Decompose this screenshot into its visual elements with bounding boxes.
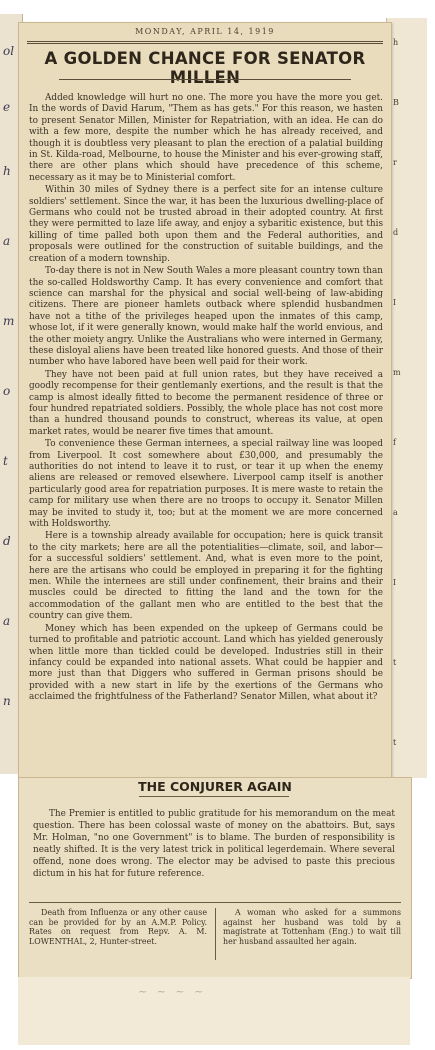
top-rule-double (27, 43, 383, 44)
article-body (29, 93, 383, 705)
article-paragraph: Money which has been expended on the upkeep of Germans could be turned to profitable and patriotic account. Land which has yielded generously when little more than tickled could be developed. Industries still in their infancy could be expanded into national assets. What could be happier and more just than that Diggers who suffered in German prisons should be provided with a new start in life by the exertions of the Germans who acclaimed the frightfulness of the Fatherland? Senator Millen, what about it? (29, 623, 383, 703)
handwriting-mark: h (3, 164, 11, 178)
article-paragraph: The Premier is entitled to public gratitude for his memorandum on the meat question. There has been colossal waste of money on the abattoirs. But, says Mr. Holman, "no one Government" is to blame. The burden of responsibility is neatly shifted. It is the very latest trick in political legerdemain. Where several offend, none does wrong. The elector may be advised to paste this precious dictum in his hat for future reference. (33, 809, 395, 879)
classified-ad-left: Death from Influenza or any other cause can be provided for by an A.M.P. Policy. Rates on request from Repv. A. M. LOWENTHAL, 2, Hunter-street. (29, 908, 207, 946)
handwriting-mark: d (3, 534, 11, 548)
handwriting-mark: t (3, 454, 8, 468)
handwriting-mark: o (3, 384, 11, 398)
handwriting-mark: e (3, 100, 11, 114)
article-paragraph: Here is a township already available for occupation; here is quick transit to the city markets; here are all the potentialities—climate, soil, and labor—for a successful soldiers' settlement. And, what is even more to the point, here are the artisans who could be employed in preparing it for the fighting men. While the internees are still under confinement, their brains and their muscles could be directed to fitting the land and the town for the accommodation of the gallant men who are entitled to the best that the country can give them. (29, 531, 383, 622)
handwriting-mark: m (3, 314, 15, 328)
dateline: MONDAY, APRIL 14, 1919 (135, 27, 275, 36)
adjacent-page-right-edge: h B r d I m f a I t t (386, 18, 427, 778)
article-paragraph: Added knowledge will hurt no one. The more you have the more you get. In the words of David Harum, "Them as has gets." For this reason, we hasten to present Senator Millen, Minister for Repatriation, with an idea. He can do with a few more, despite the number which he has already received, and though it is doubtless very pleasant to plan the erection of a palatial building in St. Kilda-road, Melbourne, to house the Minister and his ever-growing staff, there are other plans which should have precedence of this scheme, necessary as it may be to Ministerial comfort. (29, 93, 383, 183)
second-headline: THE CONJURER AGAIN (138, 779, 292, 794)
handwriting-mark: a (3, 234, 11, 248)
article-paragraph: Within 30 miles of Sydney there is a perfect site for an intense culture soldiers' settlement. Since the war, it has been the luxurious dwelling-place of Germans who could not be trusted abroad in their adopted country. At first they were permitted to laze life away, and enjoy a sybaritic existence, but this killing of time palled both upon them and the Federal authorities, and proposals were outlined for the construction of suitable buildings, and the creation of a modern township. (29, 185, 383, 264)
article-paragraph: To convenience these German internees, a special railway line was looped from Liverpool. It cost somewhere about £30,000, and presumably the authorities do not intend to leave it to rust, or tear it up when the enemy aliens are released or removed elsewhere. Liverpool camp itself is another particularly good area for repatriation purposes. It is mere waste to retain the camp for military use when there are no troops to occupy it. Senator Millen may be invited to study it, too; but at the moment we are more concerned with Holdsworthy. (29, 439, 383, 530)
newspaper-clipping-main (18, 22, 392, 779)
column-divider (215, 908, 216, 960)
top-rule (27, 41, 383, 42)
article-headline: A GOLDEN CHANCE FOR SENATOR MILLEN (44, 49, 366, 87)
scrapbook-page-bottom (18, 977, 410, 1045)
second-article-body (33, 808, 395, 880)
faded-handwriting: ~ ~ ~ ~ (138, 985, 207, 998)
section-divider (29, 902, 401, 903)
classifieds-row (29, 908, 401, 970)
handwriting-mark: a (3, 614, 11, 628)
article-paragraph: To-day there is not in New South Wales a more pleasant country town than the so-called Holdsworthy Camp. It has every convenience and comfort that science can marshal for the physical and social well-being of law-abiding citizens. There are pioneer hamlets outback where splendid husbandmen have not a tithe of the privileges heaped upon the inmates of this camp, whose lot, if it were generally known, would make half the world envious, and the other moiety angry. Unlike the Australians who were interned in Germany, these disloyal aliens have been treated like honored guests. And those of their number who have labored have been well paid for their work. (29, 266, 383, 368)
handwriting-mark: ol (3, 44, 15, 58)
handwriting-mark: n (3, 694, 11, 708)
headline-underline (59, 79, 351, 80)
headline-underline (139, 796, 289, 797)
newspaper-clipping-secondary (18, 777, 412, 979)
article-paragraph: They have not been paid at full union rates, but they have received a goodly recompense for their gentlemanly exertions, and the result is that the camp is almost ideally fitted to become the permanent residence of three or four hundred repatriated soldiers. Possibly, the whole place has not cost more than a hundred thousand pounds to construct, whereas its value, at open market rates, would be nearer five times that amount. (29, 369, 383, 437)
classified-ad-right: A woman who asked for a summons against her husband was told by a magistrate at Tottenham (Eng.) to wait till her husband assaulted her again. (223, 908, 401, 946)
